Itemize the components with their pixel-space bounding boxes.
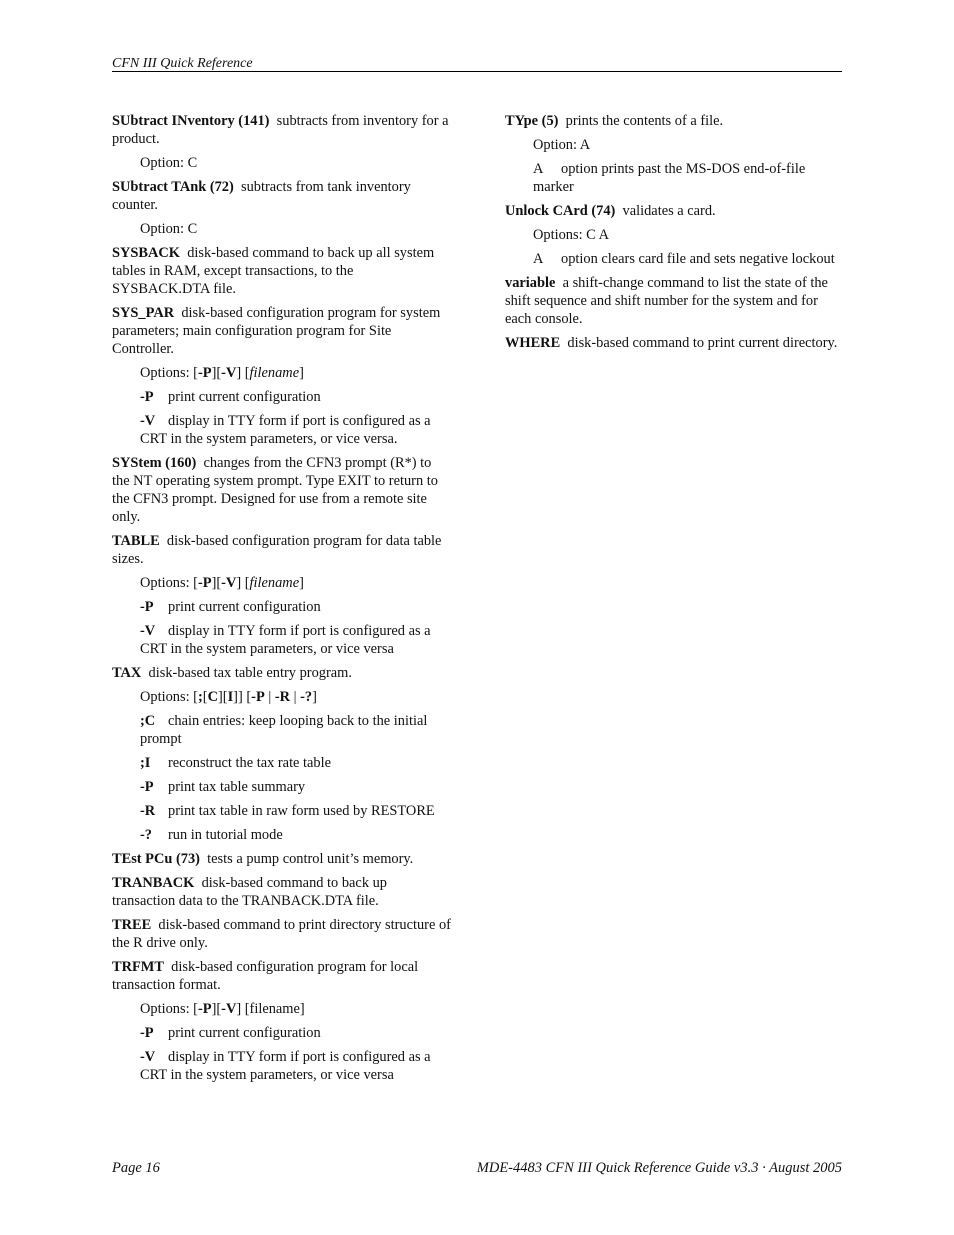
opt-flag: I bbox=[227, 689, 234, 705]
flag-label: A bbox=[533, 161, 544, 177]
opt-text: ][ bbox=[217, 689, 228, 705]
opt-text: ][ bbox=[211, 1001, 222, 1017]
entry-term: SYStem (160) bbox=[112, 455, 197, 471]
entry-desc: validates a card. bbox=[622, 203, 716, 219]
flag-item bbox=[140, 802, 452, 820]
opt-flag: -V bbox=[221, 1001, 237, 1017]
flag-label: ;I bbox=[140, 755, 151, 771]
entry-sysback bbox=[112, 244, 452, 298]
flag-label: -? bbox=[140, 827, 152, 843]
entry-term: TRANBACK bbox=[112, 875, 195, 891]
entry-term: TABLE bbox=[112, 533, 160, 549]
opt-text: Options: [ bbox=[140, 365, 198, 381]
entry-table bbox=[112, 532, 452, 568]
flag-item bbox=[140, 1024, 452, 1042]
entry-desc: subtracts from tank inventory counter. bbox=[112, 179, 411, 213]
entry-tranback bbox=[112, 874, 452, 910]
flag-desc: print current configuration bbox=[168, 389, 321, 405]
entry-term: SYS_PAR bbox=[112, 305, 175, 321]
flag-desc: display in TTY form if port is configured as a CRT in the system parameters, or vice versa. bbox=[140, 413, 431, 447]
flag-item bbox=[140, 778, 452, 796]
opt-text: ] bbox=[299, 575, 304, 591]
entry-term: TRFMT bbox=[112, 959, 164, 975]
flag-label: -P bbox=[140, 779, 154, 795]
option-line: Option: A bbox=[533, 137, 591, 153]
entry-desc: disk-based command to back up transaction data to the TRANBACK.DTA file. bbox=[112, 875, 387, 909]
entry-trfmt bbox=[112, 958, 452, 994]
entry-term: TAX bbox=[112, 665, 142, 681]
options-line bbox=[140, 1000, 452, 1018]
opt-text: ][ bbox=[211, 365, 222, 381]
page-number: Page 16 bbox=[112, 1160, 160, 1176]
opt-flag: -V bbox=[221, 365, 237, 381]
opt-text: | bbox=[264, 689, 275, 705]
entry-desc: disk-based configuration program for local transaction format. bbox=[112, 959, 419, 993]
header-rule bbox=[112, 71, 842, 72]
opt-text: ] [ bbox=[236, 365, 250, 381]
entry-desc: disk-based command to print directory structure of the R drive only. bbox=[112, 917, 451, 951]
entry-term: SUbtract INventory (141) bbox=[112, 113, 270, 129]
entry-unlock-card bbox=[505, 202, 840, 220]
flag-item bbox=[140, 622, 452, 658]
opt-flag: -V bbox=[221, 575, 237, 591]
flag-item bbox=[533, 160, 840, 196]
entry-term: SUbtract TAnk (72) bbox=[112, 179, 234, 195]
entry-desc: a shift-change command to list the state of the shift sequence and shift number for the system and for each console. bbox=[505, 275, 828, 327]
entry-variable bbox=[505, 274, 840, 328]
entry-subtract-tank bbox=[112, 178, 452, 214]
entry-desc: tests a pump control unit’s memory. bbox=[207, 851, 414, 867]
opt-flag: -R bbox=[274, 689, 291, 705]
left-column bbox=[112, 112, 452, 1090]
options-line bbox=[140, 364, 452, 382]
flag-desc: print current configuration bbox=[168, 599, 321, 615]
entry-desc: disk-based command to back up all system tables in RAM, except transactions, to the SYSBACK.DTA file. bbox=[112, 245, 435, 297]
entry-test-pcu bbox=[112, 850, 452, 868]
opt-text: Options: [ bbox=[140, 1001, 198, 1017]
entry-system bbox=[112, 454, 452, 526]
running-header: CFN III Quick Reference bbox=[112, 56, 253, 71]
entry-desc: changes from the CFN3 prompt (R*) to the NT operating system prompt. Type EXIT to return to the CFN3 prompt. Designed for use from a remote site only. bbox=[112, 455, 438, 525]
flag-label: -R bbox=[140, 803, 156, 819]
entry-tree bbox=[112, 916, 452, 952]
entry-desc: disk-based configuration program for data table sizes. bbox=[112, 533, 442, 567]
option-line: Option: C bbox=[140, 155, 198, 171]
entry-desc: disk-based configuration program for system parameters; main configuration program for Site Controller. bbox=[112, 305, 441, 357]
opt-flag: -P bbox=[197, 365, 212, 381]
entry-desc: disk-based command to print current directory. bbox=[567, 335, 838, 351]
flag-desc: run in tutorial mode bbox=[168, 827, 283, 843]
opt-flag: -P bbox=[197, 1001, 212, 1017]
flag-desc: print current configuration bbox=[168, 1025, 321, 1041]
flag-label: ;C bbox=[140, 713, 156, 729]
flag-item bbox=[140, 412, 452, 448]
flag-label: -P bbox=[140, 1025, 154, 1041]
entry-type bbox=[505, 112, 840, 130]
opt-flag: ; bbox=[197, 689, 203, 705]
flag-item bbox=[140, 754, 452, 772]
flag-desc: print tax table in raw form used by RESTORE bbox=[168, 803, 435, 819]
opt-filename: filename bbox=[249, 575, 300, 591]
opt-text: ]] [ bbox=[233, 689, 252, 705]
flag-desc: chain entries: keep looping back to the initial prompt bbox=[140, 713, 428, 747]
opt-text: ] [filename] bbox=[236, 1001, 305, 1017]
opt-text: [ bbox=[202, 689, 208, 705]
flag-item bbox=[140, 826, 452, 844]
opt-flag: -P bbox=[197, 575, 212, 591]
entry-term: WHERE bbox=[505, 335, 561, 351]
option-line: Option: C bbox=[140, 221, 198, 237]
flag-desc: display in TTY form if port is configured as a CRT in the system parameters, or vice versa bbox=[140, 623, 431, 657]
entry-term: TREE bbox=[112, 917, 152, 933]
opt-flag: -? bbox=[300, 689, 313, 705]
flag-desc: reconstruct the tax rate table bbox=[168, 755, 332, 771]
opt-text: ][ bbox=[211, 575, 222, 591]
opt-flag: C bbox=[207, 689, 218, 705]
entry-where bbox=[505, 334, 840, 352]
flag-desc: print tax table summary bbox=[168, 779, 306, 795]
option-line: Options: C A bbox=[533, 227, 609, 243]
entry-sys-par bbox=[112, 304, 452, 358]
flag-desc: option clears card file and sets negative lockout bbox=[561, 251, 835, 267]
flag-item bbox=[140, 388, 452, 406]
flag-item bbox=[140, 1048, 452, 1084]
opt-text: Options: [ bbox=[140, 689, 198, 705]
flag-label: -V bbox=[140, 1049, 156, 1065]
opt-text: | bbox=[290, 689, 301, 705]
entry-term: variable bbox=[505, 275, 556, 291]
flag-item bbox=[140, 712, 452, 748]
opt-text: ] bbox=[312, 689, 317, 705]
entry-desc: subtracts from inventory for a product. bbox=[112, 113, 449, 147]
options-line bbox=[140, 574, 452, 592]
flag-label: -V bbox=[140, 413, 156, 429]
right-column bbox=[505, 112, 840, 358]
opt-text: Options: [ bbox=[140, 575, 198, 591]
entry-tax bbox=[112, 664, 452, 682]
flag-label: -P bbox=[140, 599, 154, 615]
entry-desc: prints the contents of a file. bbox=[565, 113, 724, 129]
entry-term: Unlock CArd (74) bbox=[505, 203, 616, 219]
flag-label: -V bbox=[140, 623, 156, 639]
flag-label: -P bbox=[140, 389, 154, 405]
flag-item bbox=[140, 598, 452, 616]
entry-desc: disk-based tax table entry program. bbox=[148, 665, 352, 681]
document-id: MDE-4483 CFN III Quick Reference Guide v3.3 · August 2005 bbox=[476, 1160, 842, 1176]
opt-filename: filename bbox=[249, 365, 300, 381]
entry-term: TEst PCu (73) bbox=[112, 851, 200, 867]
flag-label: A bbox=[533, 251, 544, 267]
opt-text: ] bbox=[299, 365, 304, 381]
entry-term: SYSBACK bbox=[112, 245, 180, 261]
flag-desc: display in TTY form if port is configured as a CRT in the system parameters, or vice versa bbox=[140, 1049, 431, 1083]
flag-item bbox=[533, 250, 840, 268]
opt-text: ] [ bbox=[236, 575, 250, 591]
entry-term: TYpe (5) bbox=[505, 113, 559, 129]
flag-desc: option prints past the MS-DOS end-of-file marker bbox=[533, 161, 806, 195]
entry-subtract-inventory bbox=[112, 112, 452, 148]
options-line bbox=[140, 688, 452, 706]
opt-flag: -P bbox=[251, 689, 265, 705]
